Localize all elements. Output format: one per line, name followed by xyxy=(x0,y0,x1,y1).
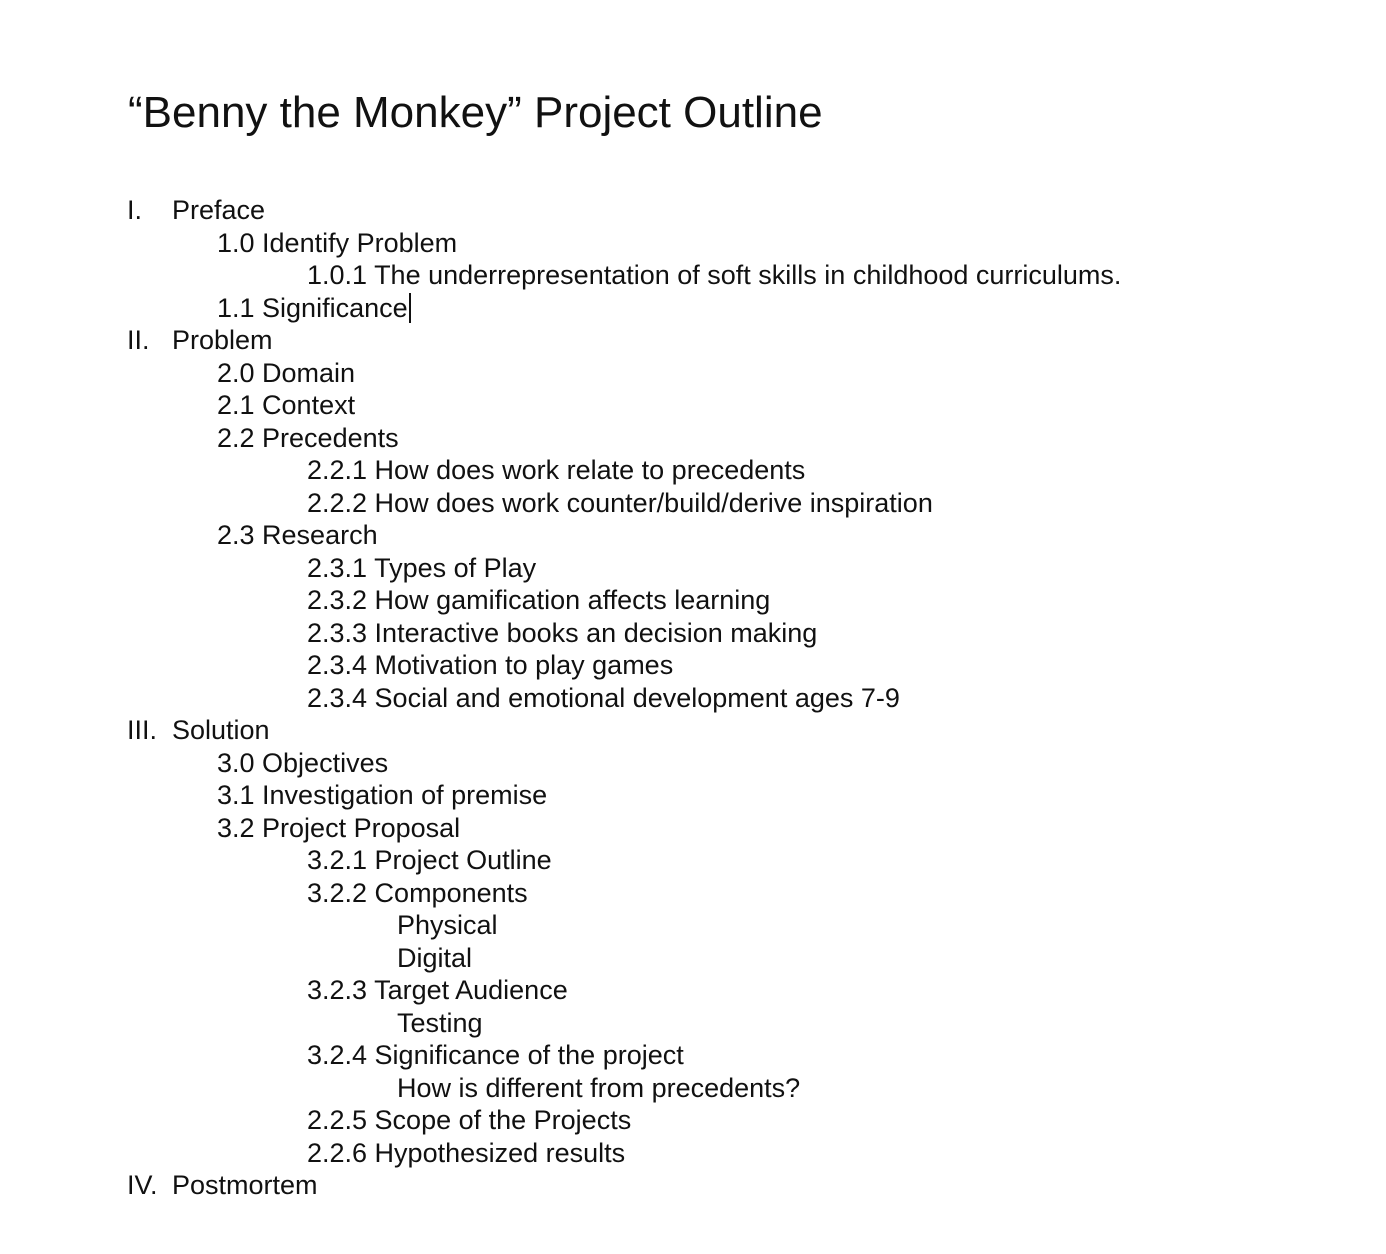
outline-item xyxy=(0,649,1386,682)
section-label: Problem xyxy=(172,325,273,355)
outline-item xyxy=(0,877,1386,910)
outline-item-label: 2.2 Precedents xyxy=(217,422,399,453)
outline-item xyxy=(0,422,1386,455)
outline-item xyxy=(0,747,1386,780)
outline-item-label: 3.2 Project Proposal xyxy=(217,812,461,843)
outline-item xyxy=(0,974,1386,1007)
outline-item-active[interactable] xyxy=(217,292,411,325)
outline-item xyxy=(0,259,1386,292)
outline-item-label: 3.2.3 Target Audience xyxy=(307,975,568,1005)
outline-item xyxy=(0,1039,1386,1072)
outline-item xyxy=(0,1104,1386,1137)
outline-item-label: 2.1 Context xyxy=(217,390,356,420)
section-heading-preface xyxy=(0,194,1386,227)
outline-item-label: 1.0.1 The underrepresentation of soft skills in childhood curriculums. xyxy=(307,260,1122,290)
outline-item-label: Testing xyxy=(397,1007,483,1038)
outline-item-label: 2.2.5 Scope of the Projects xyxy=(307,1105,632,1135)
outline-item-label: Physical xyxy=(397,910,498,940)
section-label: Postmortem xyxy=(172,1170,318,1200)
section-heading-problem xyxy=(0,324,1386,357)
outline-item-label: 3.2.4 Significance of the project xyxy=(307,1040,684,1070)
outline-item-label: 2.2.2 How does work counter/build/derive inspiration xyxy=(307,487,933,518)
outline-item-label: 2.2.1 How does work relate to precedents xyxy=(307,455,806,485)
outline-item xyxy=(0,617,1386,650)
outline-item xyxy=(0,454,1386,487)
outline-item xyxy=(0,682,1386,715)
outline-item-label: 2.3.1 Types of Play xyxy=(307,552,537,583)
section-numeral: III. xyxy=(127,715,158,745)
outline-list xyxy=(0,194,1386,1202)
outline-item xyxy=(0,779,1386,812)
outline-item xyxy=(0,292,1386,325)
outline-item-label: 3.2.2 Components xyxy=(307,877,528,908)
outline-item-label: 2.3 Research xyxy=(217,520,378,550)
outline-item xyxy=(0,1137,1386,1170)
outline-item xyxy=(0,389,1386,422)
outline-item-label: 2.3.2 How gamification affects learning xyxy=(307,585,771,615)
outline-item xyxy=(0,227,1386,260)
outline-item xyxy=(0,552,1386,585)
outline-item-label: Digital xyxy=(397,942,473,973)
outline-item-label: 2.3.3 Interactive books an decision making xyxy=(307,617,818,648)
outline-item-label: How is different from precedents? xyxy=(397,1072,801,1103)
outline-item-label: 1.1 Significance xyxy=(217,292,408,323)
section-numeral: IV. xyxy=(127,1170,158,1200)
section-heading-postmortem xyxy=(0,1169,1386,1202)
outline-item-label: 3.0 Objectives xyxy=(217,747,389,778)
outline-item xyxy=(0,844,1386,877)
outline-item xyxy=(0,487,1386,520)
section-numeral: II. xyxy=(127,325,150,355)
section-label: Solution xyxy=(172,715,270,745)
outline-item xyxy=(0,942,1386,975)
outline-item xyxy=(0,1072,1386,1105)
outline-item xyxy=(0,1007,1386,1040)
outline-item-label: 3.1 Investigation of premise xyxy=(217,780,548,810)
outline-item-label: 3.2.1 Project Outline xyxy=(307,845,552,875)
outline-item-label: 2.3.4 Motivation to play games xyxy=(307,650,674,680)
outline-item-label: 1.0 Identify Problem xyxy=(217,227,458,258)
outline-item xyxy=(0,519,1386,552)
text-cursor xyxy=(409,293,411,323)
outline-item-label: 2.0 Domain xyxy=(217,357,356,388)
outline-item xyxy=(0,584,1386,617)
section-numeral: I. xyxy=(127,195,143,225)
outline-item xyxy=(0,812,1386,845)
document-title: “Benny the Monkey” Project Outline xyxy=(128,88,823,137)
section-heading-solution xyxy=(0,714,1386,747)
section-label: Preface xyxy=(172,195,266,225)
outline-item-label: 2.2.6 Hypothesized results xyxy=(307,1137,626,1168)
outline-item xyxy=(0,909,1386,942)
outline-item-label: 2.3.4 Social and emotional development ages 7-9 xyxy=(307,682,900,713)
outline-item xyxy=(0,357,1386,390)
